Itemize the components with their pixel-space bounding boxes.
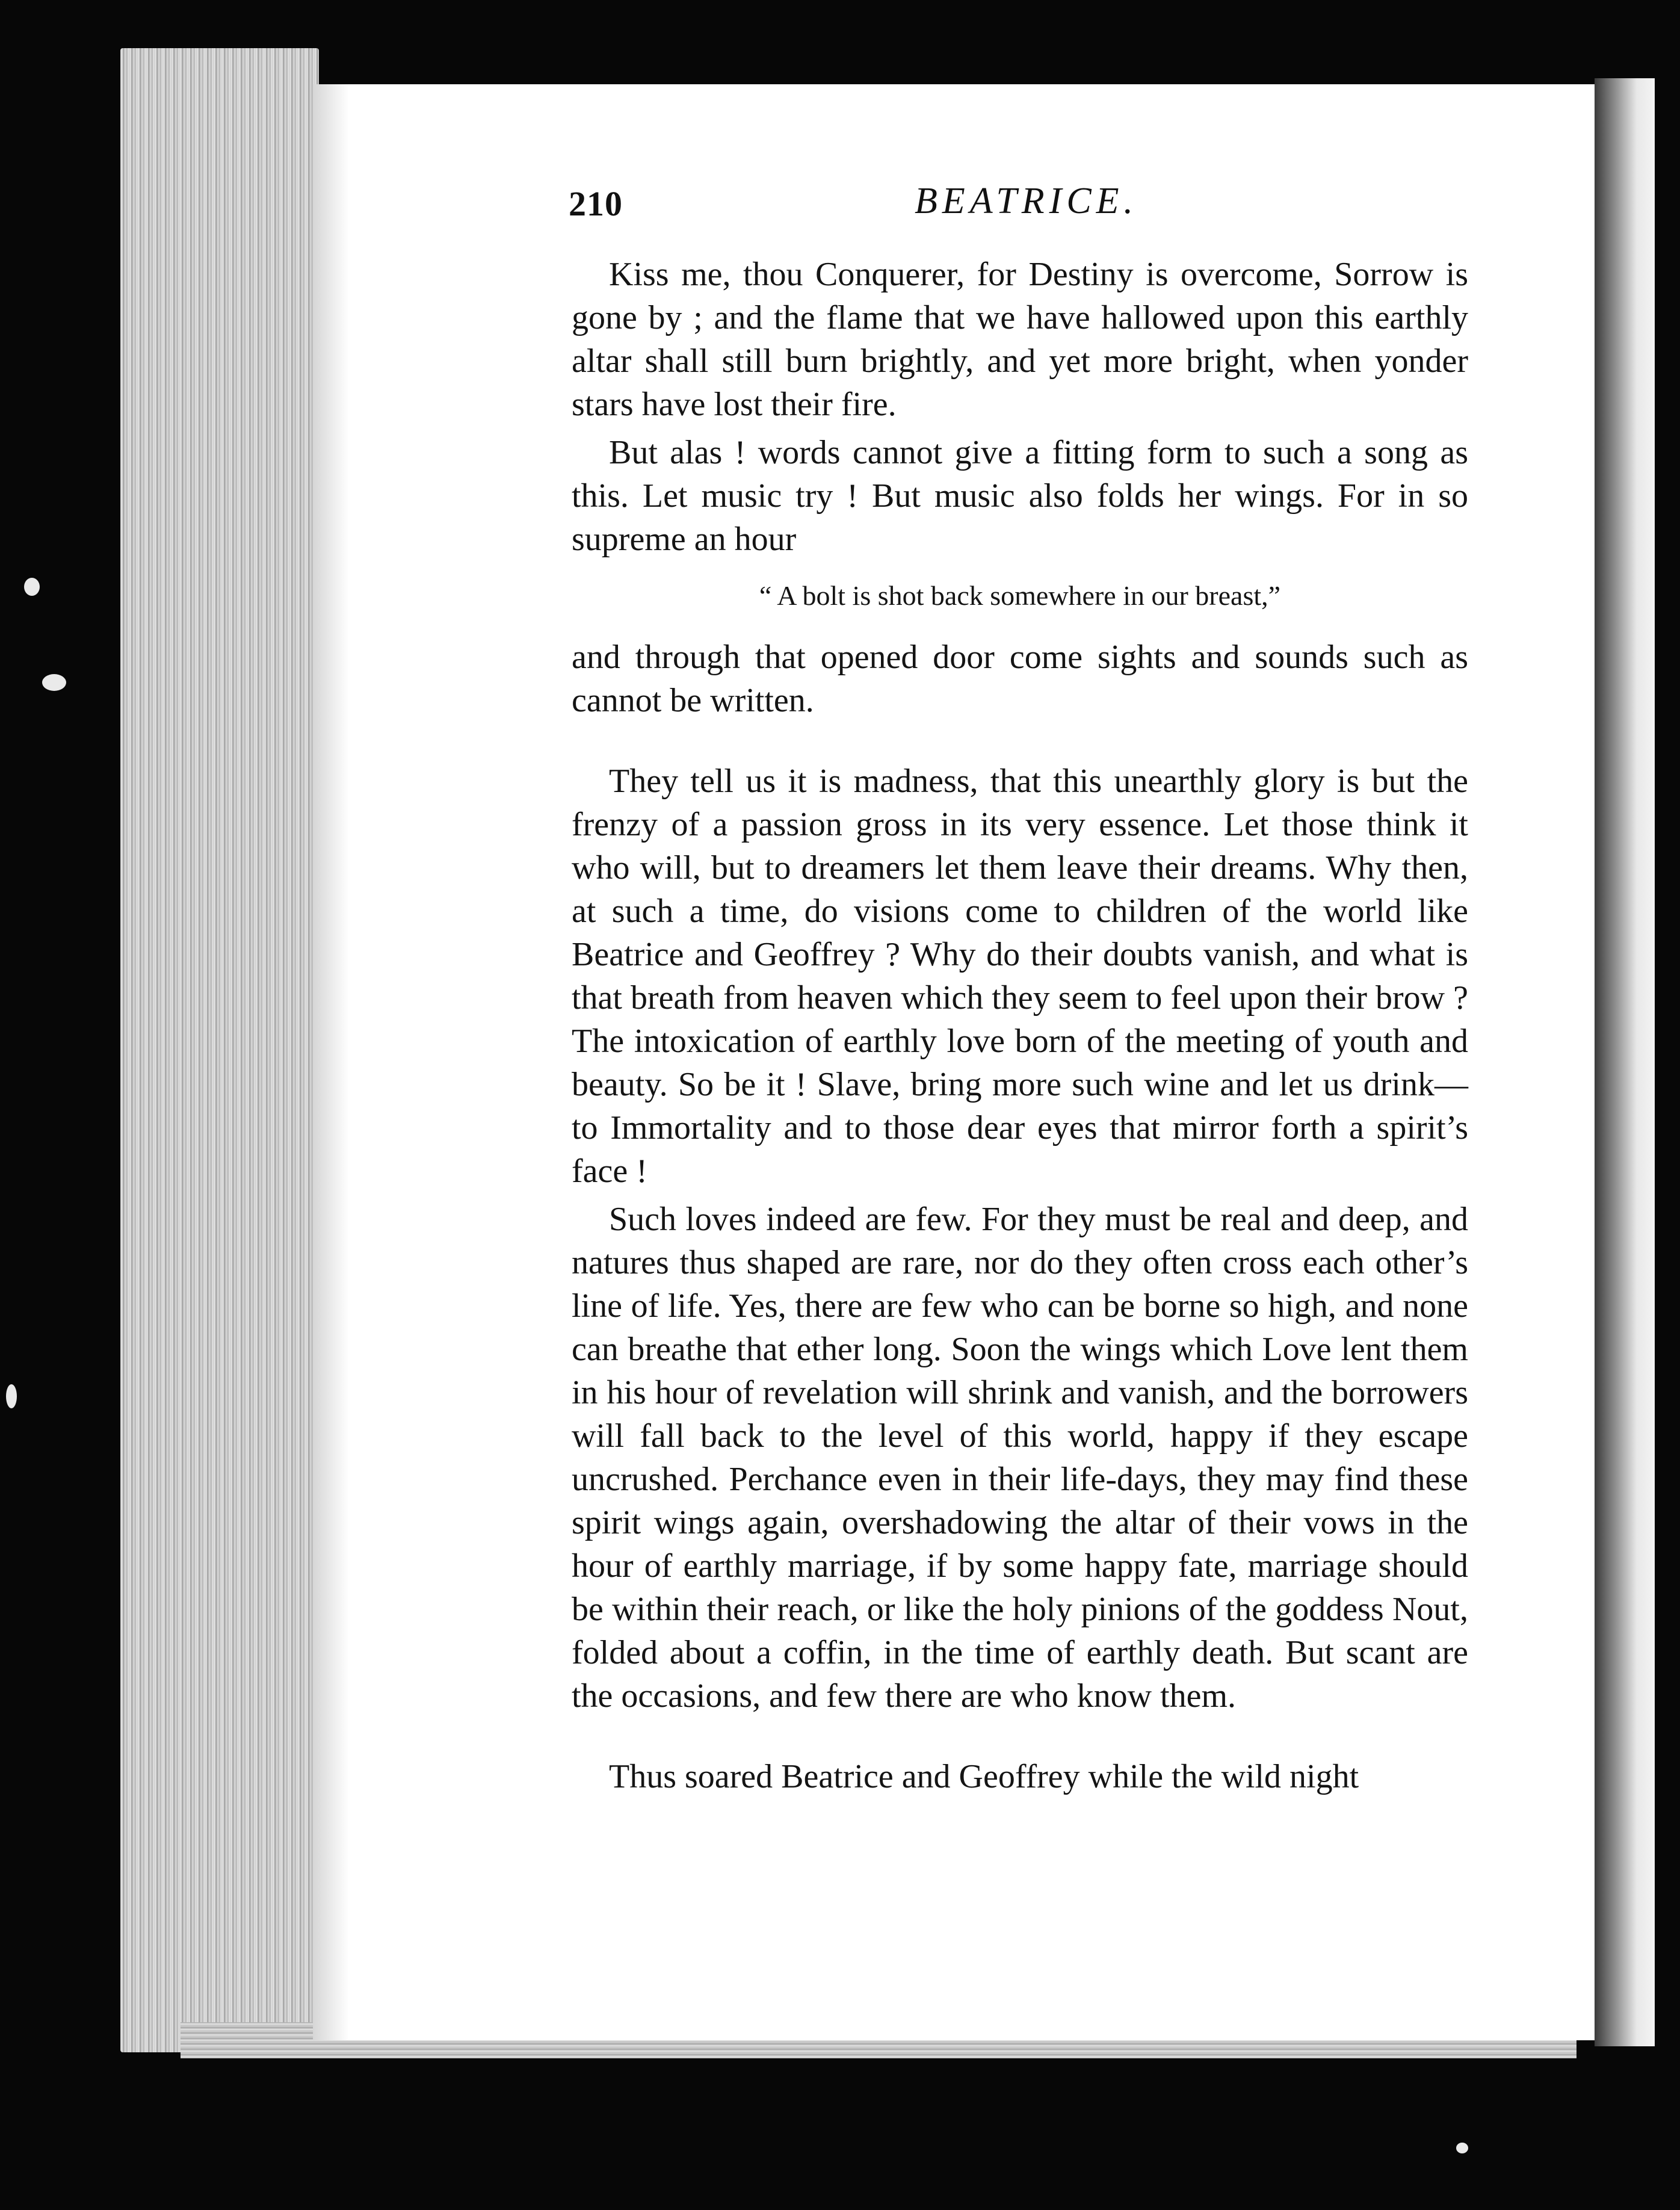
verse-quote: “ A bolt is shot back somewhere in our breast,”: [759, 580, 1281, 611]
scan-speck: [6, 1384, 17, 1408]
running-title: BEATRICE.: [915, 181, 1138, 221]
paragraph: They tell us it is madness, that this unearthly glory is but the frenzy of a passion gross in its very essence. Let those think it who will, but to dreamers let them leave their dreams. Why then, at such a time, do visions come to children of the world like Beatrice and Geoffrey ? Why do their doubts vanish, and what is that breath from heaven which they seem to feel upon their brow ? The intoxication of earthly love born of the meeting of youth and beauty. So be it ! Slave, bring more such wine and let us drink—to Immortality and to those dear eyes that mirror forth a spirit’s face !: [572, 763, 1468, 1190]
page-number: 210: [569, 184, 623, 223]
next-page-gutter: [1595, 78, 1655, 2046]
scan-speck: [24, 578, 40, 596]
book-page-edges: [120, 48, 319, 2052]
running-head: [569, 181, 1483, 232]
paragraph: and through that opened door come sights and sounds such as cannot be written.: [572, 639, 1468, 719]
paragraph: But alas ! words cannot give a fitting form to such a song as this. Let music try ! But music also folds her wings. For in so supreme an hour: [572, 434, 1468, 558]
scan-speck: [42, 674, 66, 691]
paragraph: Such loves indeed are few. For they must be real and deep, and natures thus shaped are rare, nor do they often cross each other’s line of life. Yes, there are few who can be borne so high, and none can breathe that ether long. Soon the wings which Love lent them in his hour of revelation will shrink and vanish, and the borrowers will fall back to the level of this world, happy if they escape uncrushed. Perchance even in their life-days, they may find these spirit wings again, overshadowing the altar of their vows in the hour of earthly marriage, if by some happy fate, marriage should be within their reach, or like the holy pinions of the goddess Nout, folded about a coffin, in the time of earthly death. But scant are the occasions, and few there are who know them.: [572, 1201, 1468, 1715]
paragraph: Thus soared Beatrice and Geoffrey while the wild night: [609, 1758, 1359, 1795]
paragraph: Kiss me, thou Conquerer, for Destiny is overcome, Sorrow is gone by ; and the flame that we have hallowed upon this earthly altar shall still burn brightly, and yet more bright, when yonder stars have lost their fire.: [572, 256, 1468, 423]
scan-speck: [1456, 2143, 1468, 2153]
page-text: [572, 253, 1468, 1798]
